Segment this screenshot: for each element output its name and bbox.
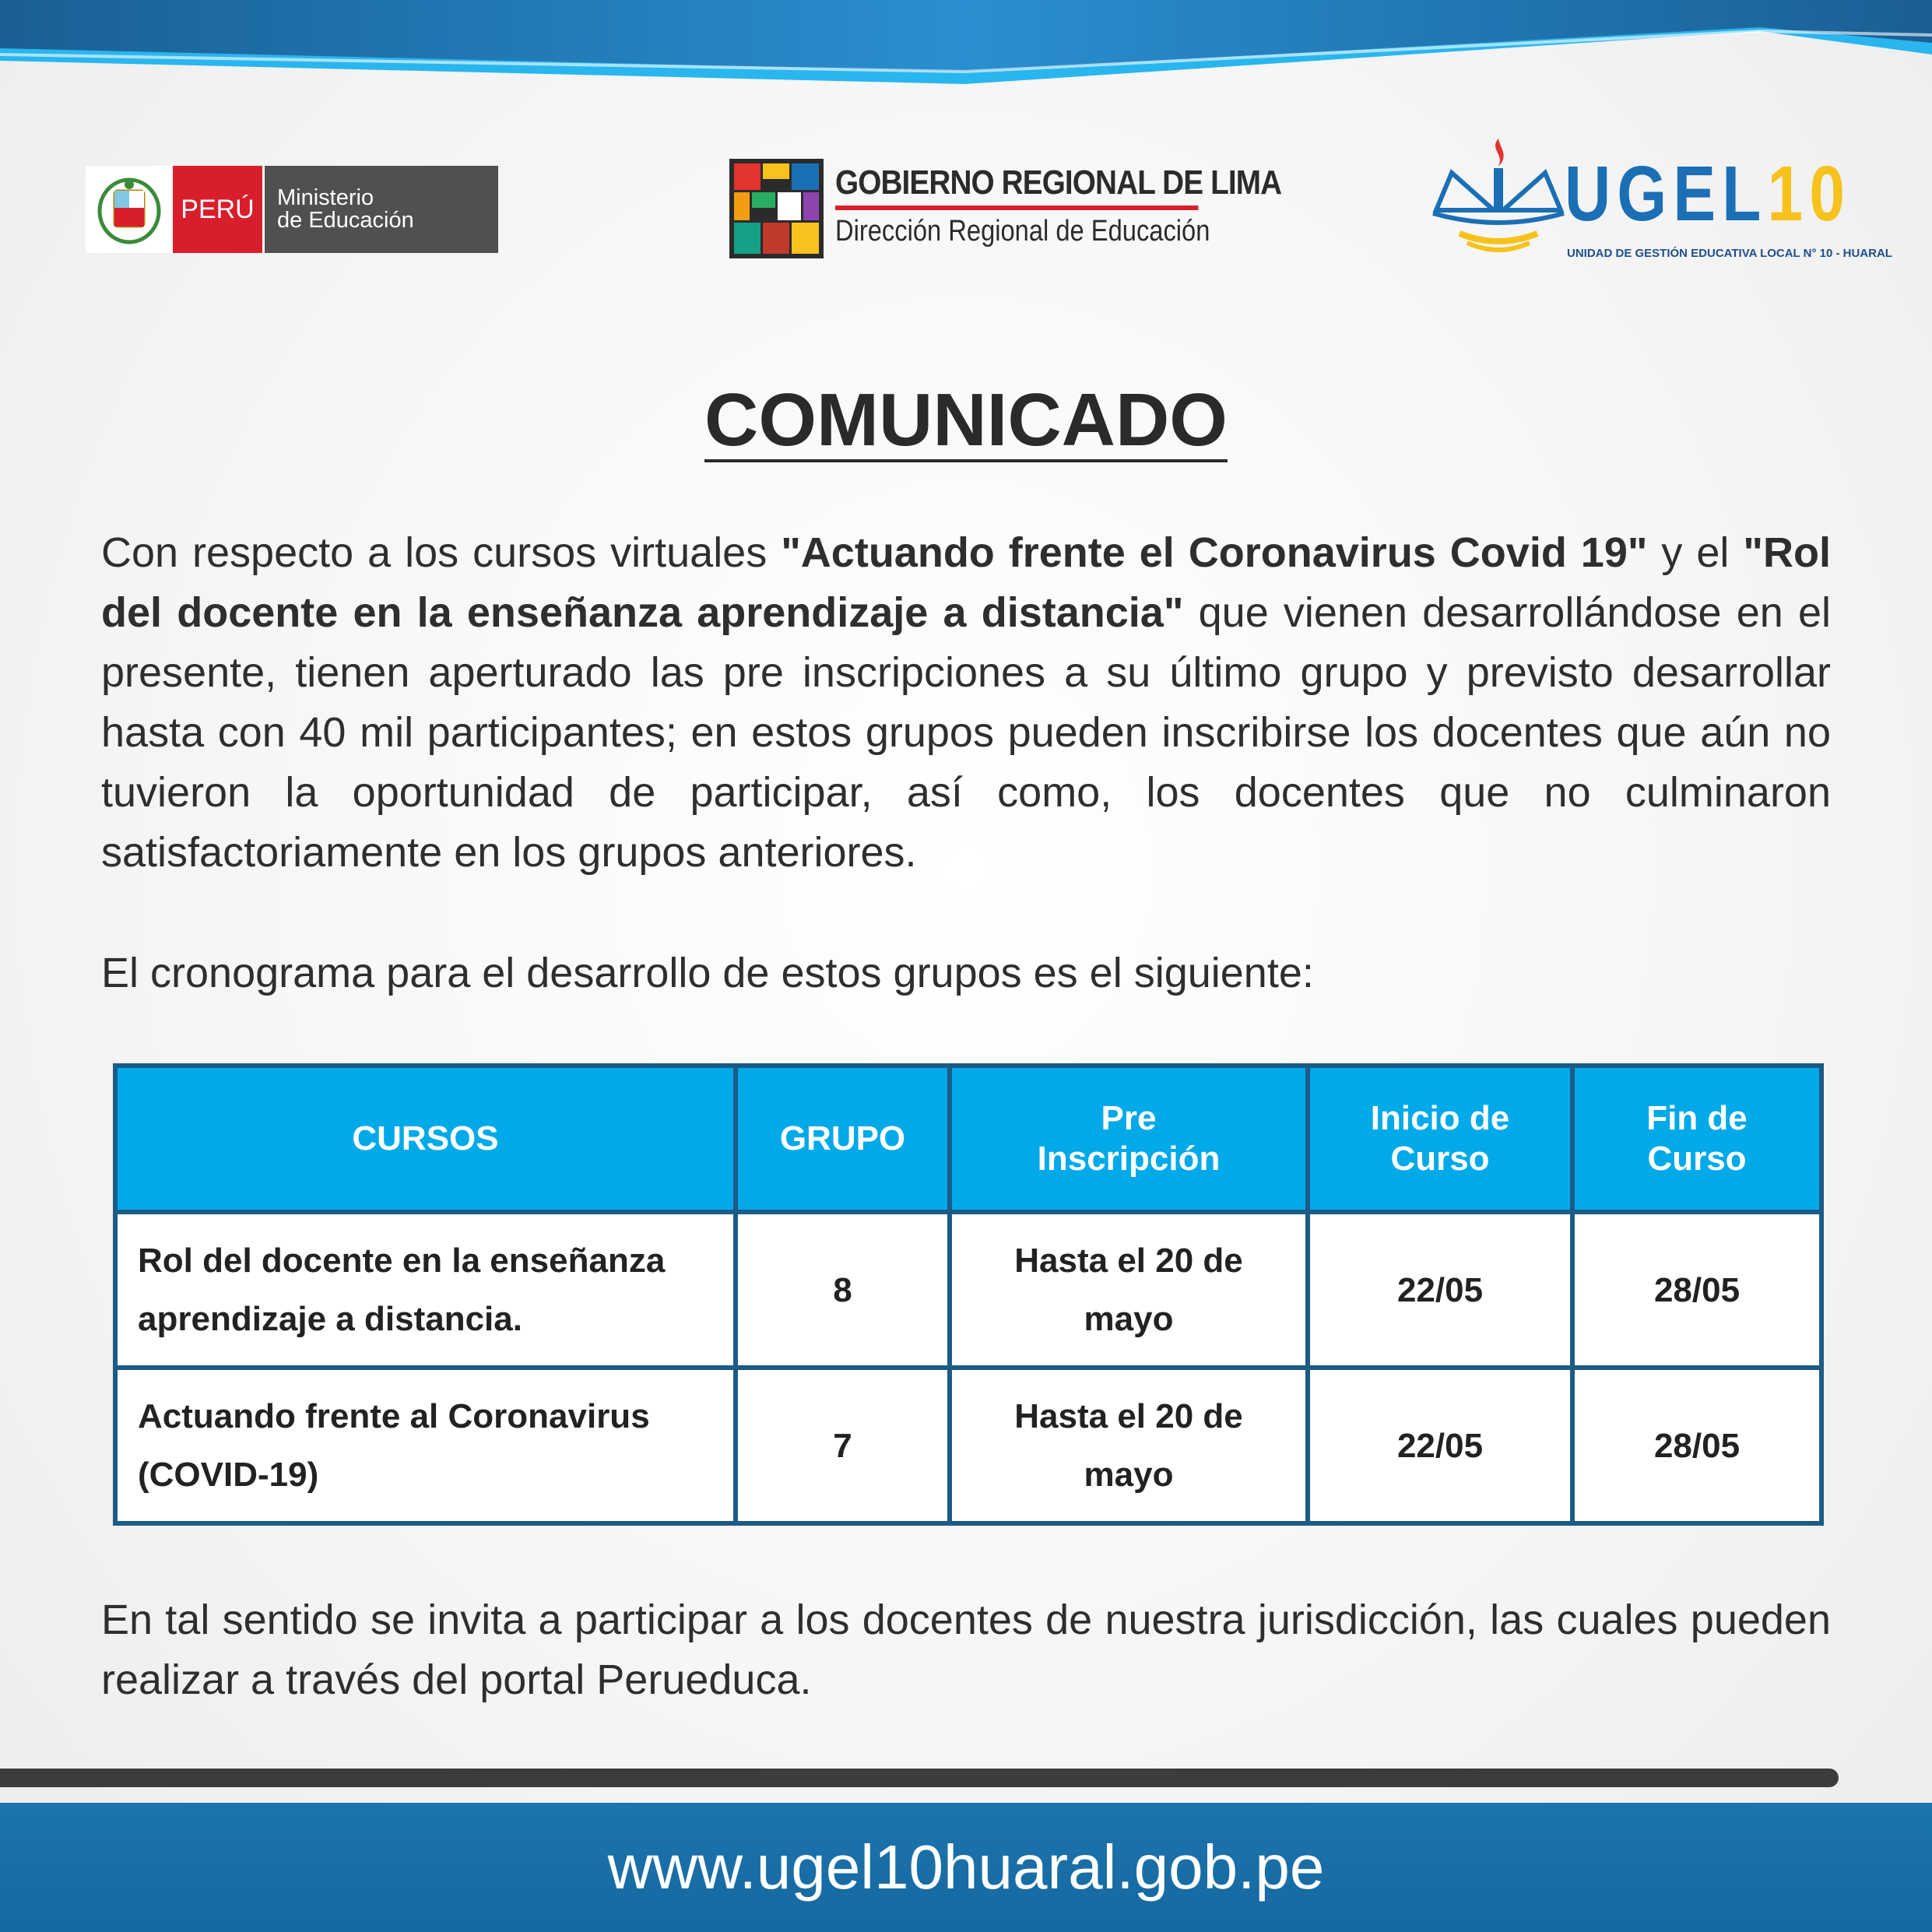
- minedu-country: PERÚ: [173, 166, 262, 253]
- schedule-table: [113, 1063, 1824, 1526]
- ugel-name: UGEL10: [1565, 150, 1852, 237]
- table-row: [115, 1212, 1821, 1368]
- cell-inicio: 22/05: [1308, 1212, 1572, 1368]
- intro-text-2: y el: [1647, 529, 1744, 576]
- footer-website-link[interactable]: www.ugel10huaral.gob.pe: [607, 1832, 1325, 1902]
- header-fin: Fin de Curso: [1572, 1066, 1821, 1212]
- closing-paragraph: En tal sentido se invita a participar a los docentes de nuestra jurisdicción, las cuales pueden realizar a través del portal Perueduca.: [101, 1597, 1831, 1703]
- footer-divider: [0, 1769, 1839, 1787]
- ugel-number: 10: [1767, 150, 1852, 237]
- header-inicio: Inicio de Curso: [1308, 1066, 1572, 1212]
- cell-curso: Actuando frente al Coronavirus (COVID-19): [115, 1368, 736, 1523]
- table-row: [115, 1368, 1821, 1523]
- top-header-band: [0, 0, 1932, 109]
- gore-subtitle: Dirección Regional de Educación: [835, 215, 1210, 248]
- cell-grupo: 8: [736, 1212, 950, 1368]
- ugel10-logo: [1428, 132, 1892, 265]
- cell-pre-inscripcion: Hasta el 20 de mayo: [950, 1212, 1308, 1368]
- minedu-line2: de Educación: [277, 208, 414, 233]
- peru-coat-of-arms-icon: [96, 174, 163, 245]
- header-grupo: GRUPO: [736, 1066, 950, 1212]
- gore-lima-emblem-icon: [728, 157, 825, 260]
- intro-text-1: Con respecto a los cursos virtuales: [101, 529, 782, 576]
- course-name-covid: "Actuando frente el Coronavirus Covid 19": [781, 529, 1648, 576]
- cell-curso: Rol del docente en la enseñanza aprendizaje a distancia.: [115, 1212, 736, 1368]
- course-name-rol: "Rol del docente en la enseñanza aprendizaje a distancia": [101, 529, 1831, 636]
- open-book-torch-icon: [1428, 132, 1568, 265]
- cell-pre-inscripcion: Hasta el 20 de mayo: [950, 1368, 1308, 1523]
- gore-title: GOBIERNO REGIONAL DE LIMA: [835, 163, 1198, 210]
- cell-fin: 28/05: [1572, 1212, 1821, 1368]
- table-header-row: [115, 1066, 1821, 1212]
- cell-fin: 28/05: [1572, 1368, 1821, 1523]
- cell-grupo: 7: [736, 1368, 950, 1523]
- page-title: [0, 378, 1932, 462]
- footer-band: [0, 1803, 1932, 1932]
- header-pre-inscripcion: Pre Inscripción: [950, 1066, 1308, 1212]
- intro-paragraph: [101, 523, 1831, 883]
- cell-inicio: 22/05: [1308, 1368, 1572, 1523]
- ugel-subtitle: UNIDAD DE GESTIÓN EDUCATIVA LOCAL N° 10 - HUARAL: [1567, 247, 1892, 260]
- minedu-line1: Ministerio: [277, 185, 374, 210]
- header-cursos: CURSOS: [115, 1066, 736, 1212]
- schedule-intro: El cronograma para el desarrollo de estos grupos es el siguiente:: [101, 950, 1314, 996]
- title-text: COMUNICADO: [704, 378, 1228, 462]
- minedu-logo: [86, 166, 498, 253]
- gore-lima-logo: [728, 157, 1282, 262]
- intro-text-3: que vienen desarrollándose en el presente, tienen aperturado las pre inscripciones a su último grupo y previsto desarrollar hasta con 40 mil participantes; en estos grupos pueden inscribirse los docentes que aún no tuvieron la oportunidad de participar, así como, los docentes que no culminaron satisfactoriamente en los grupos anteriores.: [101, 589, 1831, 876]
